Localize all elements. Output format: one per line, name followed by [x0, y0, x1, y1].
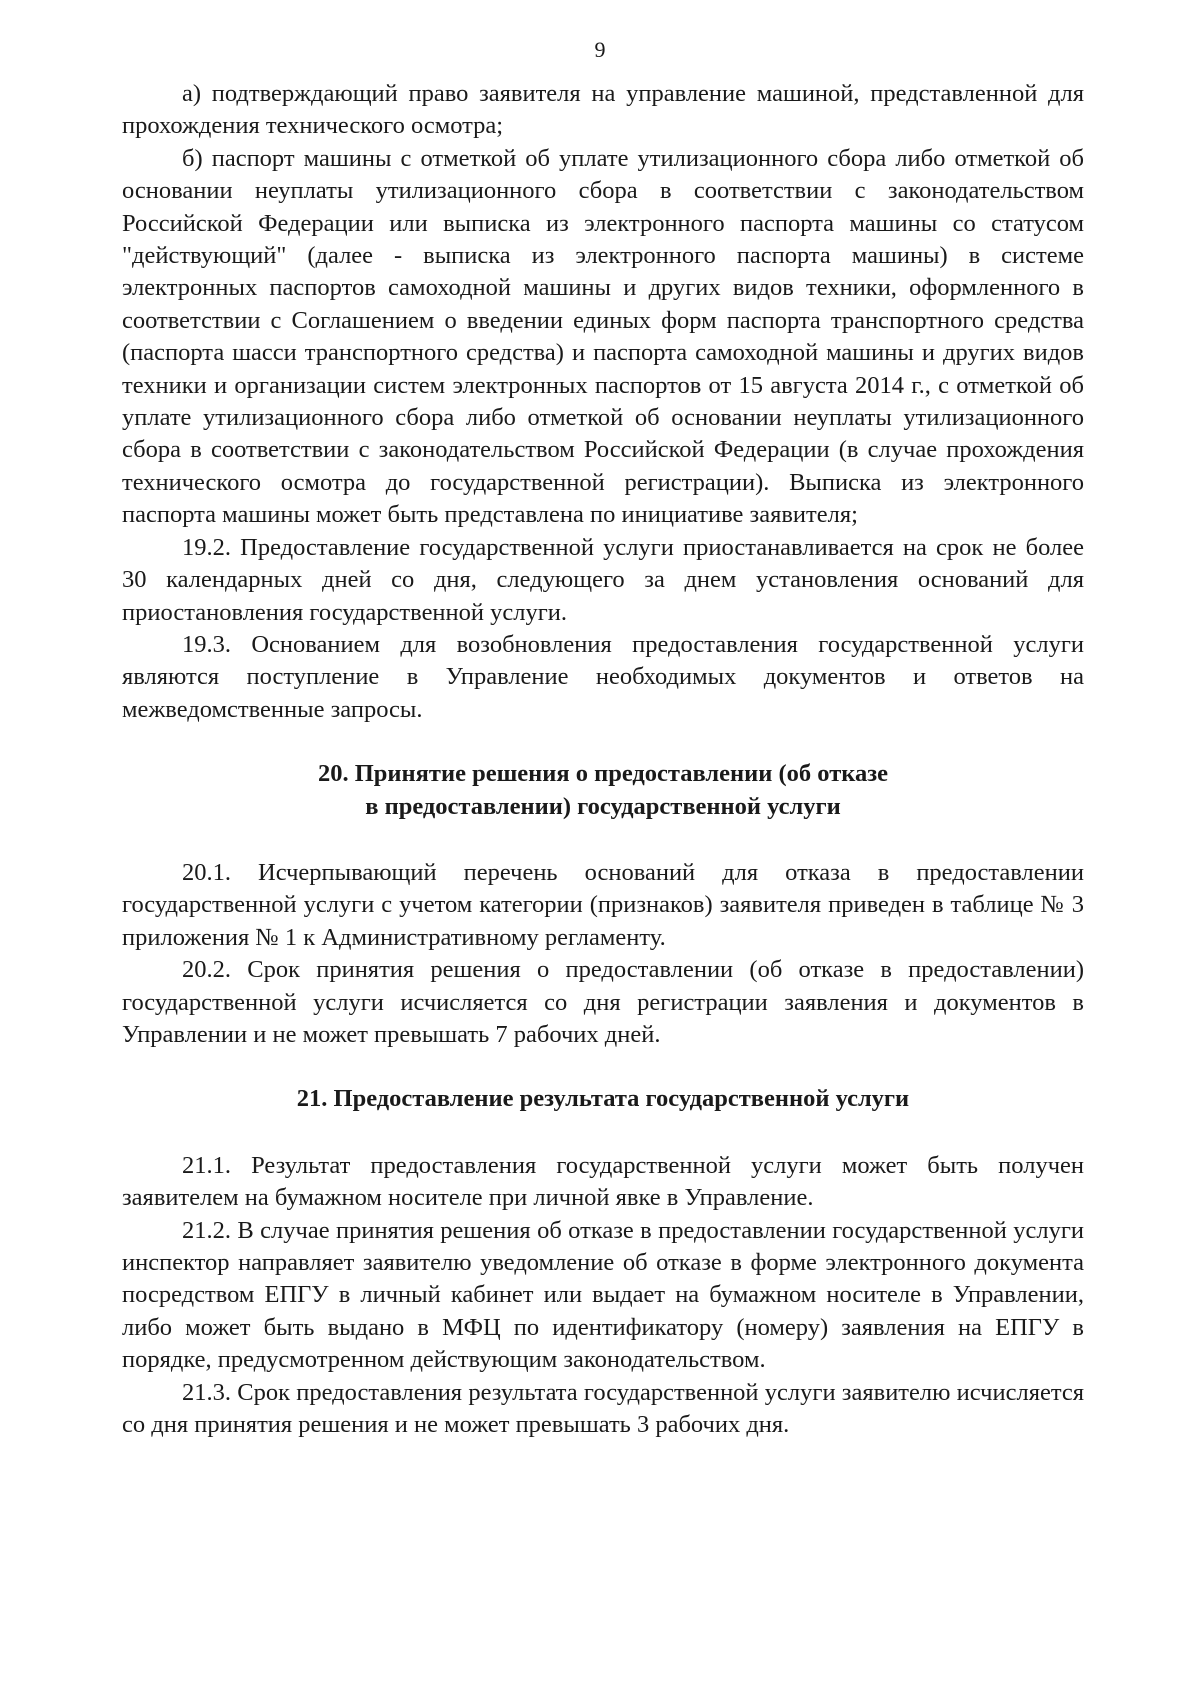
section-21-heading-text: 21. Предоставление результата государственной услуги [296, 1085, 910, 1113]
paragraph-a: а) подтверждающий право заявителя на управление машиной, представленной для прохождения технического осмотра; [122, 80, 1084, 140]
paragraph-21-2: 21.2. В случае принятия решения об отказе в предоставлении государственной услуги инспектор направляет заявителю уведомление об отказе в форме электронного документа посредством ЕПГУ в личный кабинет или выдает на бумажном носителе в Управлении, либо может быть выдано в МФЦ по идентификатору (номеру) заявления на ЕПГУ в порядке, предусмотренном действующим законодательством. [122, 1216, 1084, 1374]
page-number: 9 [594, 37, 606, 62]
paragraph-21-3: 21.3. Срок предоставления результата государственной услуги заявителю исчисляется со дня принятия решения и не может превышать 3 рабочих дня. [122, 1378, 1084, 1439]
section-20-heading-line-2: в предоставлении) государственной услуги [365, 792, 841, 820]
section-20-heading-line-1: 20. Принятие решения о предоставлении (об отказе [318, 760, 888, 788]
paragraph-19-3: 19.3. Основанием для возобновления предоставления государственной услуги являются поступление в Управление необходимых документов и ответов на межведомственные запросы. [122, 630, 1084, 723]
section-21-body [122, 1150, 1084, 1442]
document-body [122, 78, 1084, 1441]
section-20-heading [122, 758, 1084, 823]
paragraph-b: б) паспорт машины с отметкой об уплате утилизационного сбора либо отметкой об основании неуплаты утилизационного сбора в соответствии с законодательством Российской Федерации или выписка из электронного паспорта машины со статусом "действующий" (далее - выписка из электронного паспорта машины) в системе электронных паспортов самоходной машины и других видов техники, оформленного в соответствии с Соглашением о введении единых форм паспорта транспортного средства (паспорта шасси транспортного средства) и паспорта самоходной машины и других видов техники и организации систем электронных паспортов от 15 августа 2014 г., с отметкой об уплате утилизационного сбора либо отметкой об основании неуплаты утилизационного сбора в соответствии с законодательством Российской Федерации (в случае прохождения технического осмотра до государственной регистрации). Выписка из электронного паспорта машины может быть представлена по инициативе заявителя; [122, 144, 1084, 529]
section-21-heading [122, 1083, 1084, 1115]
paragraph-20-2: 20.2. Срок принятия решения о предоставлении (об отказе в предоставлении) государственной услуги исчисляется со дня регистрации заявления и документов в Управлении и не может превышать 7 рабочих дней. [122, 956, 1084, 1048]
paragraph-21-1: 21.1. Результат предоставления государственной услуги может быть получен заявителем на бумажном носителе при личной явке в Управление. [122, 1151, 1084, 1212]
paragraph-20-1: 20.1. Исчерпывающий перечень оснований для отказа в предоставлении государственной услуги с учетом категории (признаков) заявителя приведен в таблице № 3 приложения № 1 к Административному регламенту. [122, 858, 1084, 951]
section-20-body [122, 857, 1084, 1051]
paragraph-19-2: 19.2. Предоставление государственной услуги приостанавливается на срок не более 30 календарных дней со дня, следующего за днем установления оснований для приостановления государственной услуги. [122, 533, 1084, 626]
